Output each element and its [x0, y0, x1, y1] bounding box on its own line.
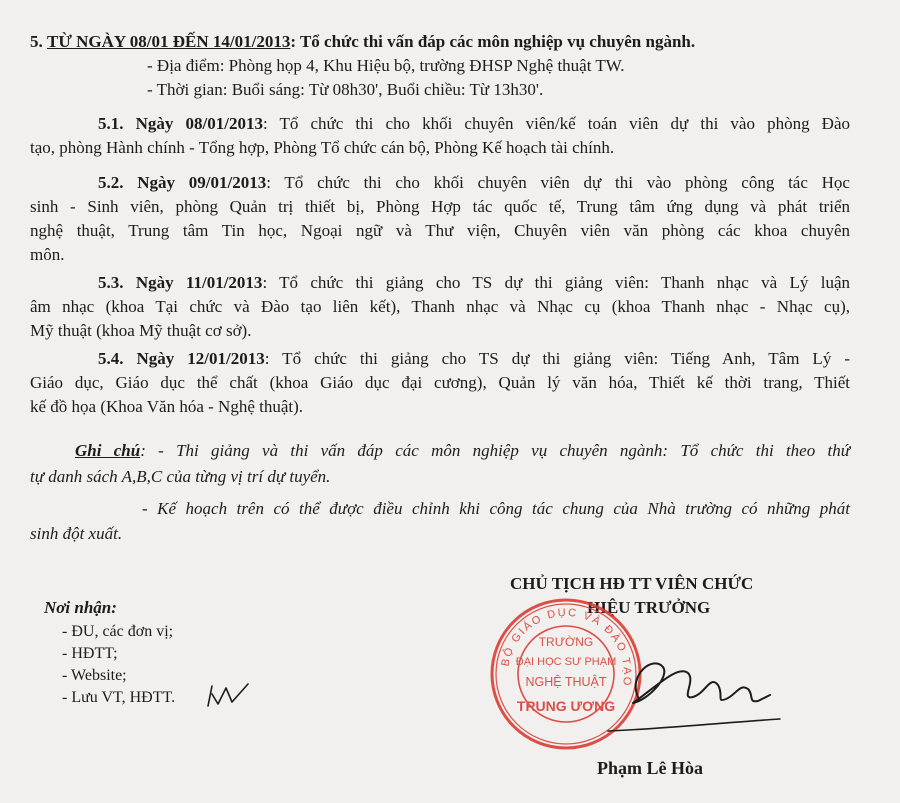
item-5-4-line-1 — [98, 348, 850, 370]
recipient-item: - HĐTT; — [62, 645, 118, 662]
item-5-3-line-3: Mỹ thuật (khoa Mỹ thuật cơ sở). — [30, 321, 252, 340]
section-5-heading — [30, 31, 695, 53]
section-time: - Thời gian: Buổi sáng: Từ 08h30', Buổi chiều: Từ 13h30'. — [147, 80, 544, 99]
item-text: : Tổ chức thi cho khối chuyên viên dự thi vào phòng công tác Học — [266, 173, 850, 192]
stamp-line-1: TRƯỜNG — [538, 635, 594, 649]
item-text: : Tổ chức thi giảng cho TS dự thi giảng viên: Thanh nhạc và Lý luận — [262, 273, 850, 292]
signature-title-2: HIỆU TRƯỞNG — [587, 598, 711, 617]
item-5-4-line-2: Giáo dục, Giáo dục thể chất (khoa Giáo dục đại cương), Quản lý văn hóa, Thiết kế thời trang, Thiết — [30, 373, 850, 392]
section-date-range: TỪ NGÀY 08/01 ĐẾN 14/01/2013 — [47, 32, 291, 51]
section-number: 5. — [30, 32, 43, 51]
note-text: : - Thi giảng và thi vấn đáp các môn nghiệp vụ chuyên ngành: Tổ chức thi theo thứ — [140, 441, 850, 460]
item-label: 5.2. Ngày 09/01/2013 — [98, 173, 267, 192]
item-5-2-line-2: sinh - Sinh viên, phòng Quản trị thiết bị, Phòng Hợp tác quốc tế, Trung tâm ứng dụng và phát triển — [30, 197, 850, 216]
recipient-item: - Website; — [62, 667, 127, 684]
item-5-1-line-1 — [98, 113, 850, 135]
item-5-3-line-1 — [98, 272, 850, 294]
item-label: 5.1. Ngày 08/01/2013 — [98, 114, 263, 133]
stamp-ring-text: BỘ GIÁO DỤC VÀ ĐÀO TẠO — [499, 606, 634, 689]
item-5-3-line-2: âm nhạc (khoa Tại chức và Đào tạo liên kết), Thanh nhạc và Nhạc cụ (khoa Thanh nhạc - Nhạc cụ), — [30, 297, 850, 316]
item-text: : Tổ chức thi cho khối chuyên viên/kế toán viên dự thi vào phòng Đào — [262, 114, 850, 133]
item-5-4-line-3: kế đồ họa (Khoa Văn hóa - Nghệ thuật). — [30, 397, 304, 416]
signature-title-1: CHỦ TỊCH HĐ TT VIÊN CHỨC — [510, 574, 754, 593]
stamp-line-4: TRUNG ƯƠNG — [516, 698, 616, 714]
item-label: 5.4. Ngày 12/01/2013 — [98, 349, 265, 368]
handwritten-signature — [598, 645, 788, 755]
recipient-item: - ĐU, các đơn vị; — [62, 623, 174, 640]
note-line-4: sinh đột xuất. — [30, 524, 123, 543]
item-label: 5.3. Ngày 11/01/2013 — [98, 273, 263, 292]
note-label: Ghi chú — [75, 441, 141, 460]
item-5-2-line-4: môn. — [30, 245, 65, 264]
stamp-line-2: ĐẠI HỌC SƯ PHẠM — [515, 656, 617, 668]
item-5-1-line-2: tạo, phòng Hành chính - Tổng hợp, Phòng Tổ chức cán bộ, Phòng Kế hoạch tài chính. — [30, 138, 615, 157]
initials-scribble — [204, 680, 254, 710]
item-text: : Tổ chức thi giảng cho TS dự thi giảng viên: Tiếng Anh, Tâm Lý - — [264, 349, 850, 368]
recipient-item: - Lưu VT, HĐTT. — [62, 689, 176, 706]
item-5-2-line-3: nghệ thuật, Trung tâm Tin học, Ngoại ngữ và Thư viện, Chuyên viên văn phòng các khoa chuyên — [30, 221, 850, 240]
recipients-title: Nơi nhận: — [44, 598, 117, 617]
item-5-2-line-1 — [98, 172, 850, 194]
stamp-line-3: NGHỆ THUẬT — [525, 675, 607, 689]
signer-name: Phạm Lê Hòa — [597, 758, 703, 778]
section-location: - Địa điểm: Phòng họp 4, Khu Hiệu bộ, trường ĐHSP Nghệ thuật TW. — [147, 56, 625, 75]
note-line-1 — [75, 440, 850, 462]
section-title: : Tổ chức thi vấn đáp các môn nghiệp vụ chuyên ngành. — [290, 32, 696, 51]
note-line-3: - Kế hoạch trên có thể được điều chỉnh khi công tác chung của Nhà trường có những phát — [142, 499, 850, 518]
note-line-2: tự danh sách A,B,C của từng vị trí dự tuyển. — [30, 467, 331, 486]
